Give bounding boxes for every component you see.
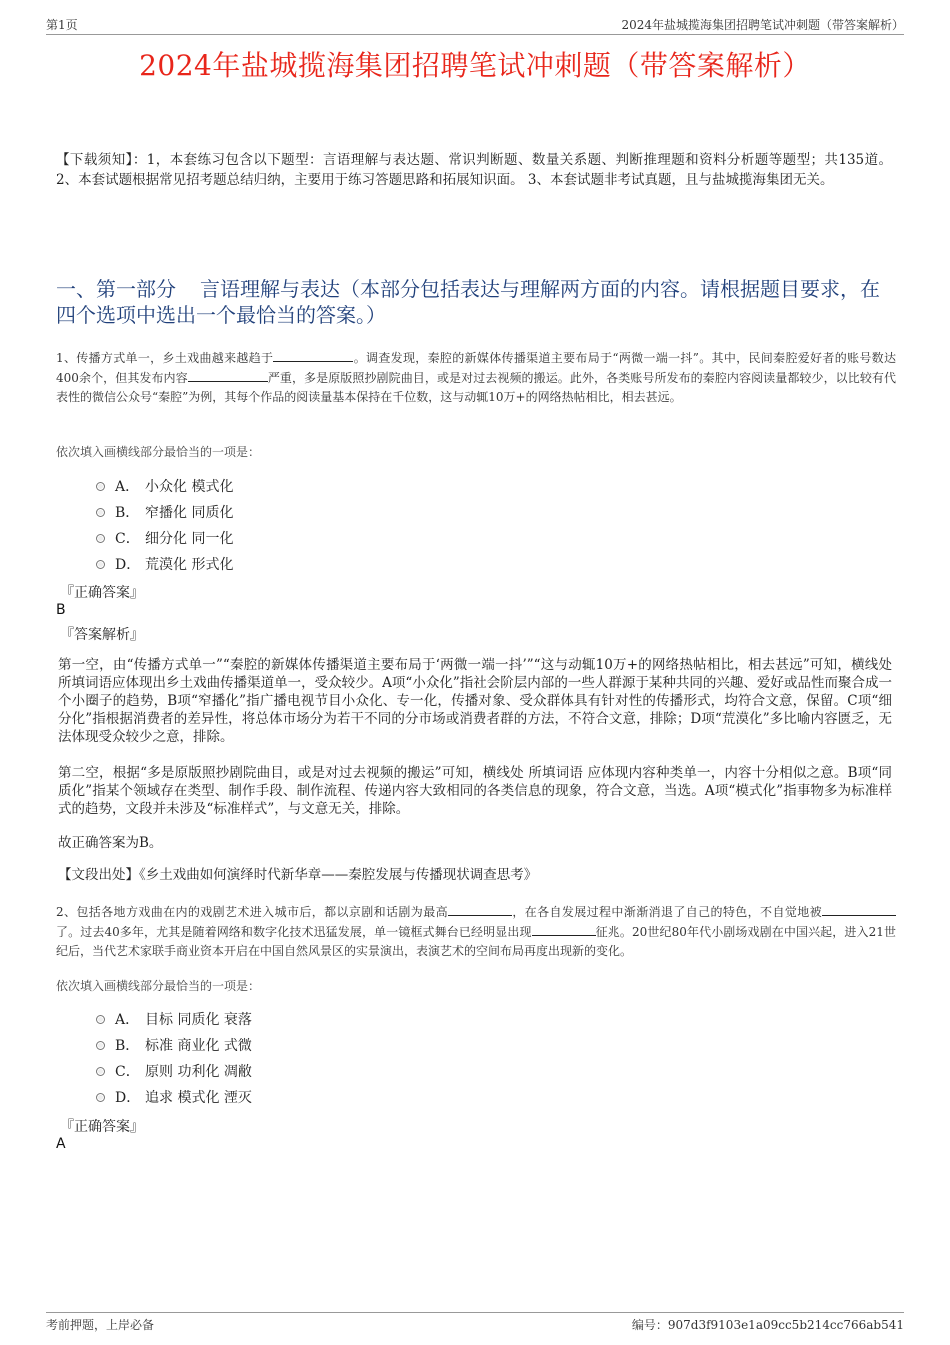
- q2-text-part: 了。过去40多年，尤其是随着网络和数字化技术迅猛发展，单一镜框式舞台已经明显出现: [56, 925, 532, 939]
- option-b[interactable]: [96, 1032, 252, 1058]
- radio-icon[interactable]: [96, 1093, 105, 1102]
- radio-icon[interactable]: [96, 1067, 105, 1076]
- radio-icon[interactable]: [96, 508, 105, 517]
- option-letter: A．: [115, 479, 140, 495]
- option-letter: D．: [115, 557, 141, 573]
- section-heading: [56, 276, 892, 328]
- option-text: 标准 商业化 式微: [145, 1038, 252, 1054]
- option-b[interactable]: [96, 499, 233, 525]
- radio-icon[interactable]: [96, 534, 105, 543]
- page-number: 第1页: [46, 18, 78, 32]
- radio-icon[interactable]: [96, 1015, 105, 1024]
- q2-text-part: 2、包括各地方戏曲在内的戏剧艺术进入城市后，都以京剧和话剧为最高: [56, 905, 448, 919]
- correct-answer-label: 『正确答案』: [60, 1119, 144, 1135]
- option-d[interactable]: [96, 1084, 252, 1110]
- option-letter: D．: [115, 1090, 141, 1106]
- section-part: 一、第一部分: [56, 277, 176, 301]
- blank-line: [448, 902, 512, 916]
- source-citation: 【文段出处】《乡土戏曲如何演绎时代新华章——秦腔发展与传播现状调查思考》: [58, 867, 538, 883]
- option-c[interactable]: [96, 525, 233, 551]
- question-2-prompt: 依次填入画横线部分最恰当的一项是：: [56, 979, 261, 993]
- option-text: 窄播化 同质化: [145, 505, 234, 521]
- analysis-paragraph-1: 第一空，由“传播方式单一”“秦腔的新媒体传播渠道主要布局于‘两微一端一抖’”“这与动辄10万+的网络热帖相比，相去甚远”可知，横线处所填词语应体现出乡土戏曲传播渠道单一，受众较少。A项“小众化”指社会阶层内部的一些人群源于某种共同的兴趣、爱好或品性而聚合成一个小圈子的趋势，B项“窄播化”指广播电视节目小众化、专一化，传播对象、受众群体具有针对性的传播形式，均符合文意，保留。C项“细分化”指根据消费者的差异性，将总体市场分为若干不同的分市场或消费者群的方法，不符合文意，排除；D项“荒漠化”多比喻内容匮乏，无法体现受众较少之意，排除。: [58, 657, 892, 745]
- question-2-options: [96, 1006, 252, 1110]
- option-text: 目标 同质化 衰落: [145, 1012, 252, 1028]
- option-letter: C．: [115, 1064, 140, 1080]
- q2-text-part: 征兆。20世纪80年代小剧场戏剧在中国兴起，进入21世纪后，当代艺术家联手商业资本开启在中国自然风景区的实景演出，表演艺术的空间布局再度出现新的变化。: [56, 925, 897, 958]
- question-1-stem: [56, 348, 896, 407]
- question-1-options: [96, 473, 233, 577]
- option-text: 小众化 模式化: [145, 479, 234, 495]
- question-1-prompt: 依次填入画横线部分最恰当的一项是：: [56, 445, 261, 459]
- q1-text-part: 严重，多是原版照抄剧院曲目，或是对过去视频的搬运。此外，各类账号所发布的秦腔内容阅读量都较少，以比较有代表性的微信公众号“秦腔”为例，其每个作品的阅读量基本保持在千位数，这与动辄10万+的网络热帖相比，相去甚远。: [56, 371, 896, 404]
- option-letter: C．: [115, 531, 140, 547]
- blank-line: [532, 922, 596, 936]
- option-c[interactable]: [96, 1058, 252, 1084]
- question-2-stem: [56, 902, 896, 961]
- option-letter: B．: [115, 1038, 140, 1054]
- analysis-paragraph-2: 第二空，根据“多是原版照抄剧院曲目，或是对过去视频的搬运”可知，横线处 所填词语 应体现内容种类单一，内容十分相似之意。B项“同质化”指某个领域存在类型、制作手段、制作流程、传递内容大致相同的各类信息的现象，符合文意，当选。A项“模式化”指事物多为标准样式的趋势，文段并未涉及“标准样式”，与文意无关，排除。: [58, 765, 892, 817]
- option-a[interactable]: [96, 1006, 252, 1032]
- correct-answer-value: B: [56, 602, 66, 618]
- option-text: 原则 功利化 凋敝: [145, 1064, 252, 1080]
- option-text: 细分化 同一化: [145, 531, 234, 547]
- q1-text-part: 1、传播方式单一，乡土戏曲越来越趋于: [56, 351, 274, 365]
- download-notice: 【下载须知】：1，本套练习包含以下题型：言语理解与表达题、常识判断题、数量关系题、判断推理题和资料分析题等题型；共135道。 2、本套试题根据常见招考题总结归纳，主要用于练习答题思路和拓展知识面。 3、本套试题非考试真题，且与盐城揽海集团无关。: [56, 152, 892, 188]
- footer-slogan: 考前押题，上岸必备: [46, 1318, 155, 1332]
- q1-text-part: 。调查发现，秦腔的新媒体传播渠道主要布局于“两微一端一抖”。其中，民间秦腔爱好者的账号数达400余个，但其发布内容: [56, 351, 896, 385]
- radio-icon[interactable]: [96, 560, 105, 569]
- page-header: [46, 14, 904, 35]
- option-text: 追求 模式化 湮灭: [145, 1090, 252, 1106]
- header-doc-title: 2024年盐城揽海集团招聘笔试冲刺题（带答案解析）: [621, 18, 904, 32]
- option-a[interactable]: [96, 473, 233, 499]
- analysis-conclusion: 故正确答案为B。: [58, 835, 163, 851]
- blank-line: [188, 368, 268, 382]
- option-letter: A．: [115, 1012, 140, 1028]
- footer-doc-id: 编号：907d3f9103e1a09cc5b214cc766ab541: [631, 1318, 904, 1332]
- blank-line: [822, 902, 896, 916]
- section-description: 言语理解与表达（本部分包括表达与理解两方面的内容。请根据题目要求，在四个选项中选出一个最恰当的答案。）: [56, 277, 880, 327]
- option-text: 荒漠化 形式化: [145, 557, 234, 573]
- radio-icon[interactable]: [96, 1041, 105, 1050]
- correct-answer-value: A: [56, 1136, 66, 1152]
- option-letter: B．: [115, 505, 140, 521]
- q2-text-part: ，在各自发展过程中渐渐消退了自己的特色，不自觉地被: [511, 905, 822, 919]
- blank-line: [273, 348, 353, 362]
- page-footer: [46, 1312, 904, 1333]
- radio-icon[interactable]: [96, 482, 105, 491]
- analysis-label: 『答案解析』: [60, 627, 144, 643]
- option-d[interactable]: [96, 551, 233, 577]
- correct-answer-label: 『正确答案』: [60, 585, 144, 601]
- page-title: 2024年盐城揽海集团招聘笔试冲刺题（带答案解析）: [139, 49, 811, 82]
